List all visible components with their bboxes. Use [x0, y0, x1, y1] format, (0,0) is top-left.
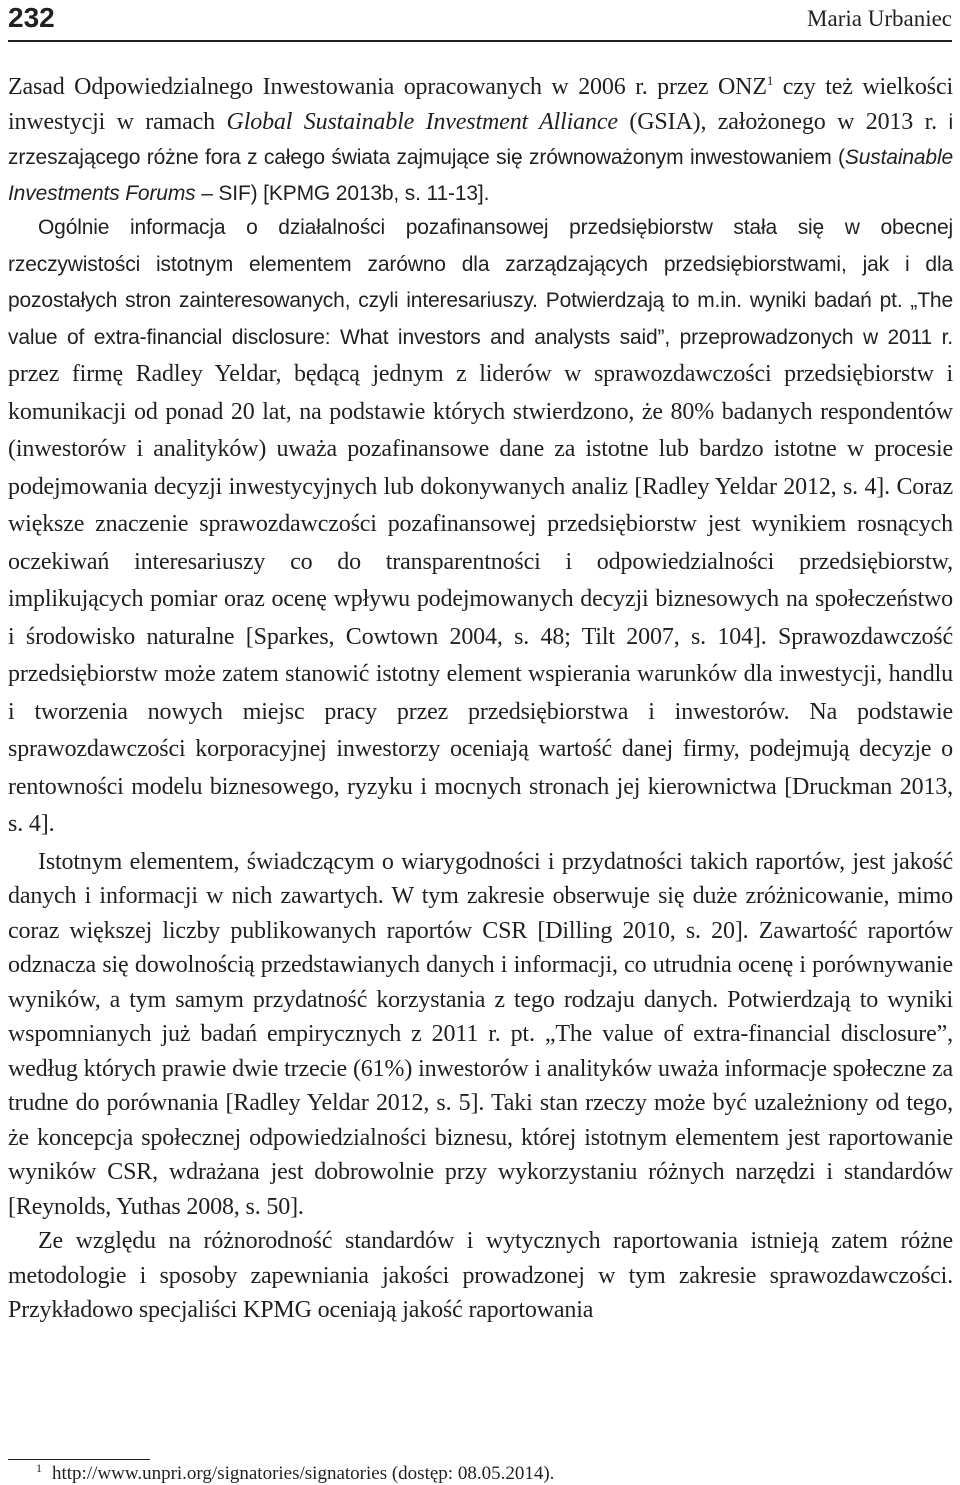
text-run-sans: – SIF) [KPMG 2013b, s. 11-13].	[195, 181, 490, 205]
paragraph-2	[8, 211, 953, 845]
page-number: 232	[8, 2, 55, 33]
footnote	[36, 1460, 555, 1485]
text-run: (GSIA), założonego w 2013 r.	[617, 108, 949, 135]
footnote-rule	[8, 1459, 150, 1460]
text-run-sans: i zrzeszającego różne fora z całego świata zajmujące się zrównoważonym inwestowaniem (	[8, 110, 953, 169]
footnote-number: 1	[36, 1460, 42, 1475]
text-run: Zasad Odpowiedzialnego Inwestowania opracowanych w 2006 r. przez ONZ	[8, 74, 767, 100]
paragraph-1	[8, 70, 953, 211]
footnote-ref: 1	[766, 73, 774, 88]
text-run-sans: Ogólnie informacja o działalności pozafinansowej przedsiębiorstw stała się w obecnej rzeczywistości istotnym elementem zarówno dla zarządzających przedsiębiorstwami, jak i dla pozostałych stron zainteresowanych, czyli interesariuszy. Potwierdzają to m.in. wyniki badań pt. „The value of extra-financial disclosure: What investors and analysts said”, przeprowadzonych w 2011 r.	[8, 216, 953, 349]
text-run: czy też wielkości inwestycji w ramach	[8, 74, 953, 135]
page-header	[8, 0, 952, 42]
text-run: przez firmę Radley Yeldar, będącą jednym z liderów w sprawozdawczości przedsiębiorstw i komunikacji od ponad 20 lat, na podstawie których stwierdzono, że 80% badanych respondentów (inwestorów i analityków) uważa pozafinansowe dane za istotne lub bardzo istotne w procesie podejmowania decyzji inwestycyjnych lub dokonywanych analiz [Radley Yeldar 2012, s. 4]. Coraz większe znaczenie sprawozdawczości pozafinansowej przedsiębiorstw jest wynikiem rosnących oczekiwań interesariuszy co do transparentności i odpowiedzialności przedsiębiorstw, implikujących pomiar oraz ocenę wpływu podejmowanych decyzji biznesowych na społeczeństwo i środowisko naturalne [Sparkes, Cowtown 2004, s. 48; Tilt 2007, s. 104]. Sprawozdawczość przedsiębiorstw może zatem stanowić istotny element wspierania warunków dla inwestycji, handlu i tworzenia nowych miejsc pracy przez przedsiębiorstwa i inwestorów. Na podstawie sprawozdawczości korporacyjnej inwestorzy oceniają wartość danej firmy, podejmują decyzje o rentowności modelu biznesowego, ryzyku i mocnych stronach jej kierownictwa [Druckman 2013, s. 4].	[8, 361, 953, 837]
italic-text: Sustainable Investments Forums	[8, 146, 953, 205]
body-text	[8, 70, 953, 1328]
header-rule	[8, 40, 952, 42]
italic-text: Global Sustainable Investment Alliance	[226, 108, 618, 135]
paragraph-4: Ze względu na różnorodność standardów i wytycznych raportowania istnieją zatem różne metodologie i sposoby zapewniania jakości prowadzonej w tym zakresie sprawozdawczości. Przykładowo specjaliści KPMG oceniają jakość raportowania	[8, 1228, 953, 1323]
footnote-text: http://www.unpri.org/signatories/signatories (dostęp: 08.05.2014).	[52, 1463, 555, 1484]
paragraph-3: Istotnym elementem, świadczącym o wiarygodności i przydatności takich raportów, jest jakość danych i informacji w nich zawartych. W tym zakresie obserwuje się duże zróżnicowanie, mimo coraz większej liczby publikowanych raportów CSR [Dilling 2010, s. 20]. Zawartość raportów odznacza się dowolnością przedstawianych danych i informacji, co utrudnia ocenę i porównywanie wyników, a tym samym przydatność korzystania z tego rodzaju danych. Potwierdzają to wyniki wspomnianych już badań empirycznych z 2011 r. pt. „The value of extra-financial disclosure”, według których prawie dwie trzecie (61%) inwestorów i analityków uważa informacje społeczne za trudne do porównania [Radley Yeldar 2012, s. 5]. Taki stan rzeczy może być uzależniony od tego, że koncepcja społecznej odpowiedzialności biznesu, której istotnym elementem jest raportowanie wyników CSR, wdrażana jest dobrowolnie przy wykorzystaniu różnych narzędzi i standardów [Reynolds, Yuthas 2008, s. 50].	[8, 848, 953, 1220]
running-head-author: Maria Urbaniec	[807, 6, 952, 31]
